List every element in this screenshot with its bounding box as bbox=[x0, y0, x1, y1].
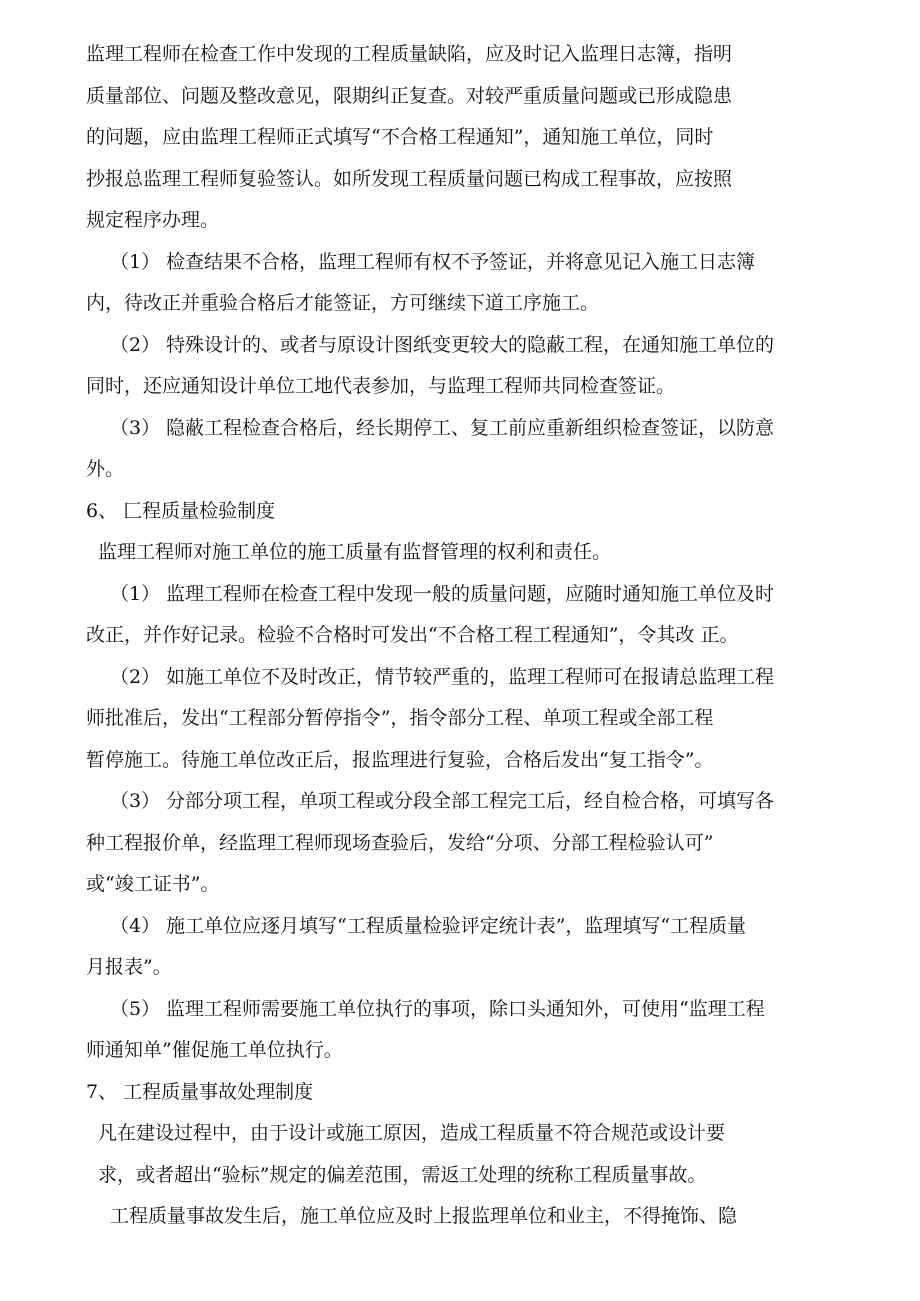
paragraph-line: 求，或者超出“验标”规定的偏差范围，需返工处理的统称工程质量事故。 bbox=[98, 1164, 707, 1186]
section-heading: 6、 匚程质量检验制度 bbox=[86, 500, 276, 522]
list-item bbox=[110, 242, 755, 284]
item-text: 监理工程师在检查工程中发现一般的质量问题，应随时通知施工单位及时 bbox=[166, 583, 775, 605]
item-number: （2） bbox=[110, 666, 161, 688]
item-text-continued: 内，待改正并重验合格后才能签证，方可继续下道工序施工。 bbox=[86, 292, 600, 314]
item-text-continued: 暂停施工。待施工单位改正后，报监理进行复验，合格后发出“复工指令”。 bbox=[86, 749, 714, 771]
item-text: 检查结果不合格，监理工程师有权不予签证，并将意见记入施工日志簿 bbox=[166, 251, 756, 273]
item-text: 监理工程师需要施工单位执行的事项，除口头通知外，可使用“监理工程 bbox=[166, 998, 765, 1020]
item-text: 特殊设计的、或者与原设计图纸变更较大的隐蔽工程，在通知施工单位的 bbox=[166, 334, 775, 356]
item-text-continued: 种工程报价单，经监理工程师现场查验后，发给“分项、分部工程检验认可” bbox=[86, 832, 714, 854]
intro-line: 抄报总监理工程师复验签认。如所发现工程质量问题已构成工程事故，应按照 bbox=[86, 168, 733, 190]
item-number: （3） bbox=[110, 417, 161, 439]
item-text-continued: 同时，还应通知设计单位工地代表参加，与监理工程师共同检查签证。 bbox=[86, 375, 676, 397]
section-intro: 监理工程师对施工单位的施工质量有监督管理的权利和责任。 bbox=[98, 541, 612, 563]
item-number: （1） bbox=[110, 251, 161, 273]
item-text-continued: 月报表”。 bbox=[86, 956, 172, 978]
section-heading: 7、 工程质量事故处理制度 bbox=[86, 1081, 314, 1103]
list-item bbox=[110, 989, 765, 1031]
paragraph-line: 工程质量事故发生后，施工单位应及时上报监理单位和业主，不得掩饰、隐 bbox=[110, 1205, 738, 1227]
item-text: 施工单位应逐月填写“工程质量检验评定统计表”，监理填写“工程质量 bbox=[166, 915, 747, 937]
item-number: （5） bbox=[110, 998, 161, 1020]
list-item bbox=[110, 906, 746, 948]
intro-line: 监理工程师在检查工作中发现的工程质量缺陷，应及时记入监理日志簿，指明 bbox=[86, 43, 733, 65]
list-item bbox=[110, 781, 774, 823]
list-item bbox=[110, 657, 774, 699]
paragraph-line: 凡在建设过程中，由于设计或施工原因，造成工程质量不符合规范或设计要 bbox=[98, 1122, 726, 1144]
item-number: （1） bbox=[110, 583, 161, 605]
item-number: （2） bbox=[110, 334, 161, 356]
item-text-continued: 外。 bbox=[86, 458, 125, 480]
item-text-continued: 改正，并作好记录。检验不合格时可发出“不合格工程工程通知”，令其改 正。 bbox=[86, 624, 739, 646]
item-text: 分部分项工程，单项工程或分段全部工程完工后，经自检合格，可填写各 bbox=[166, 790, 775, 812]
list-item bbox=[110, 325, 774, 367]
item-number: （4） bbox=[110, 915, 161, 937]
intro-line: 的问题，应由监理工程师正式填写“不合格工程通知”，通知施工单位，同时 bbox=[86, 126, 714, 148]
item-number: （3） bbox=[110, 790, 161, 812]
item-text-continued: 或“竣工证书”。 bbox=[86, 873, 220, 895]
list-item bbox=[110, 574, 774, 616]
item-text-continued: 师通知单”催促施工单位执行。 bbox=[86, 1039, 343, 1061]
item-text-continued: 师批准后，发出“工程部分暂停指令”，指令部分工程、单项工程或全部工程 bbox=[86, 707, 714, 729]
intro-line: 质量部位、问题及整改意见，限期纠正复查。对较严重质量问题或已形成隐患 bbox=[86, 85, 733, 107]
item-text: 隐蔽工程检查合格后，经长期停工、复工前应重新组织检查签证，以防意 bbox=[166, 417, 775, 439]
list-item bbox=[110, 408, 774, 450]
item-text: 如施工单位不及时改正，情节较严重的，监理工程师可在报请总监理工程 bbox=[166, 666, 775, 688]
intro-line: 规定程序办理。 bbox=[86, 209, 220, 231]
